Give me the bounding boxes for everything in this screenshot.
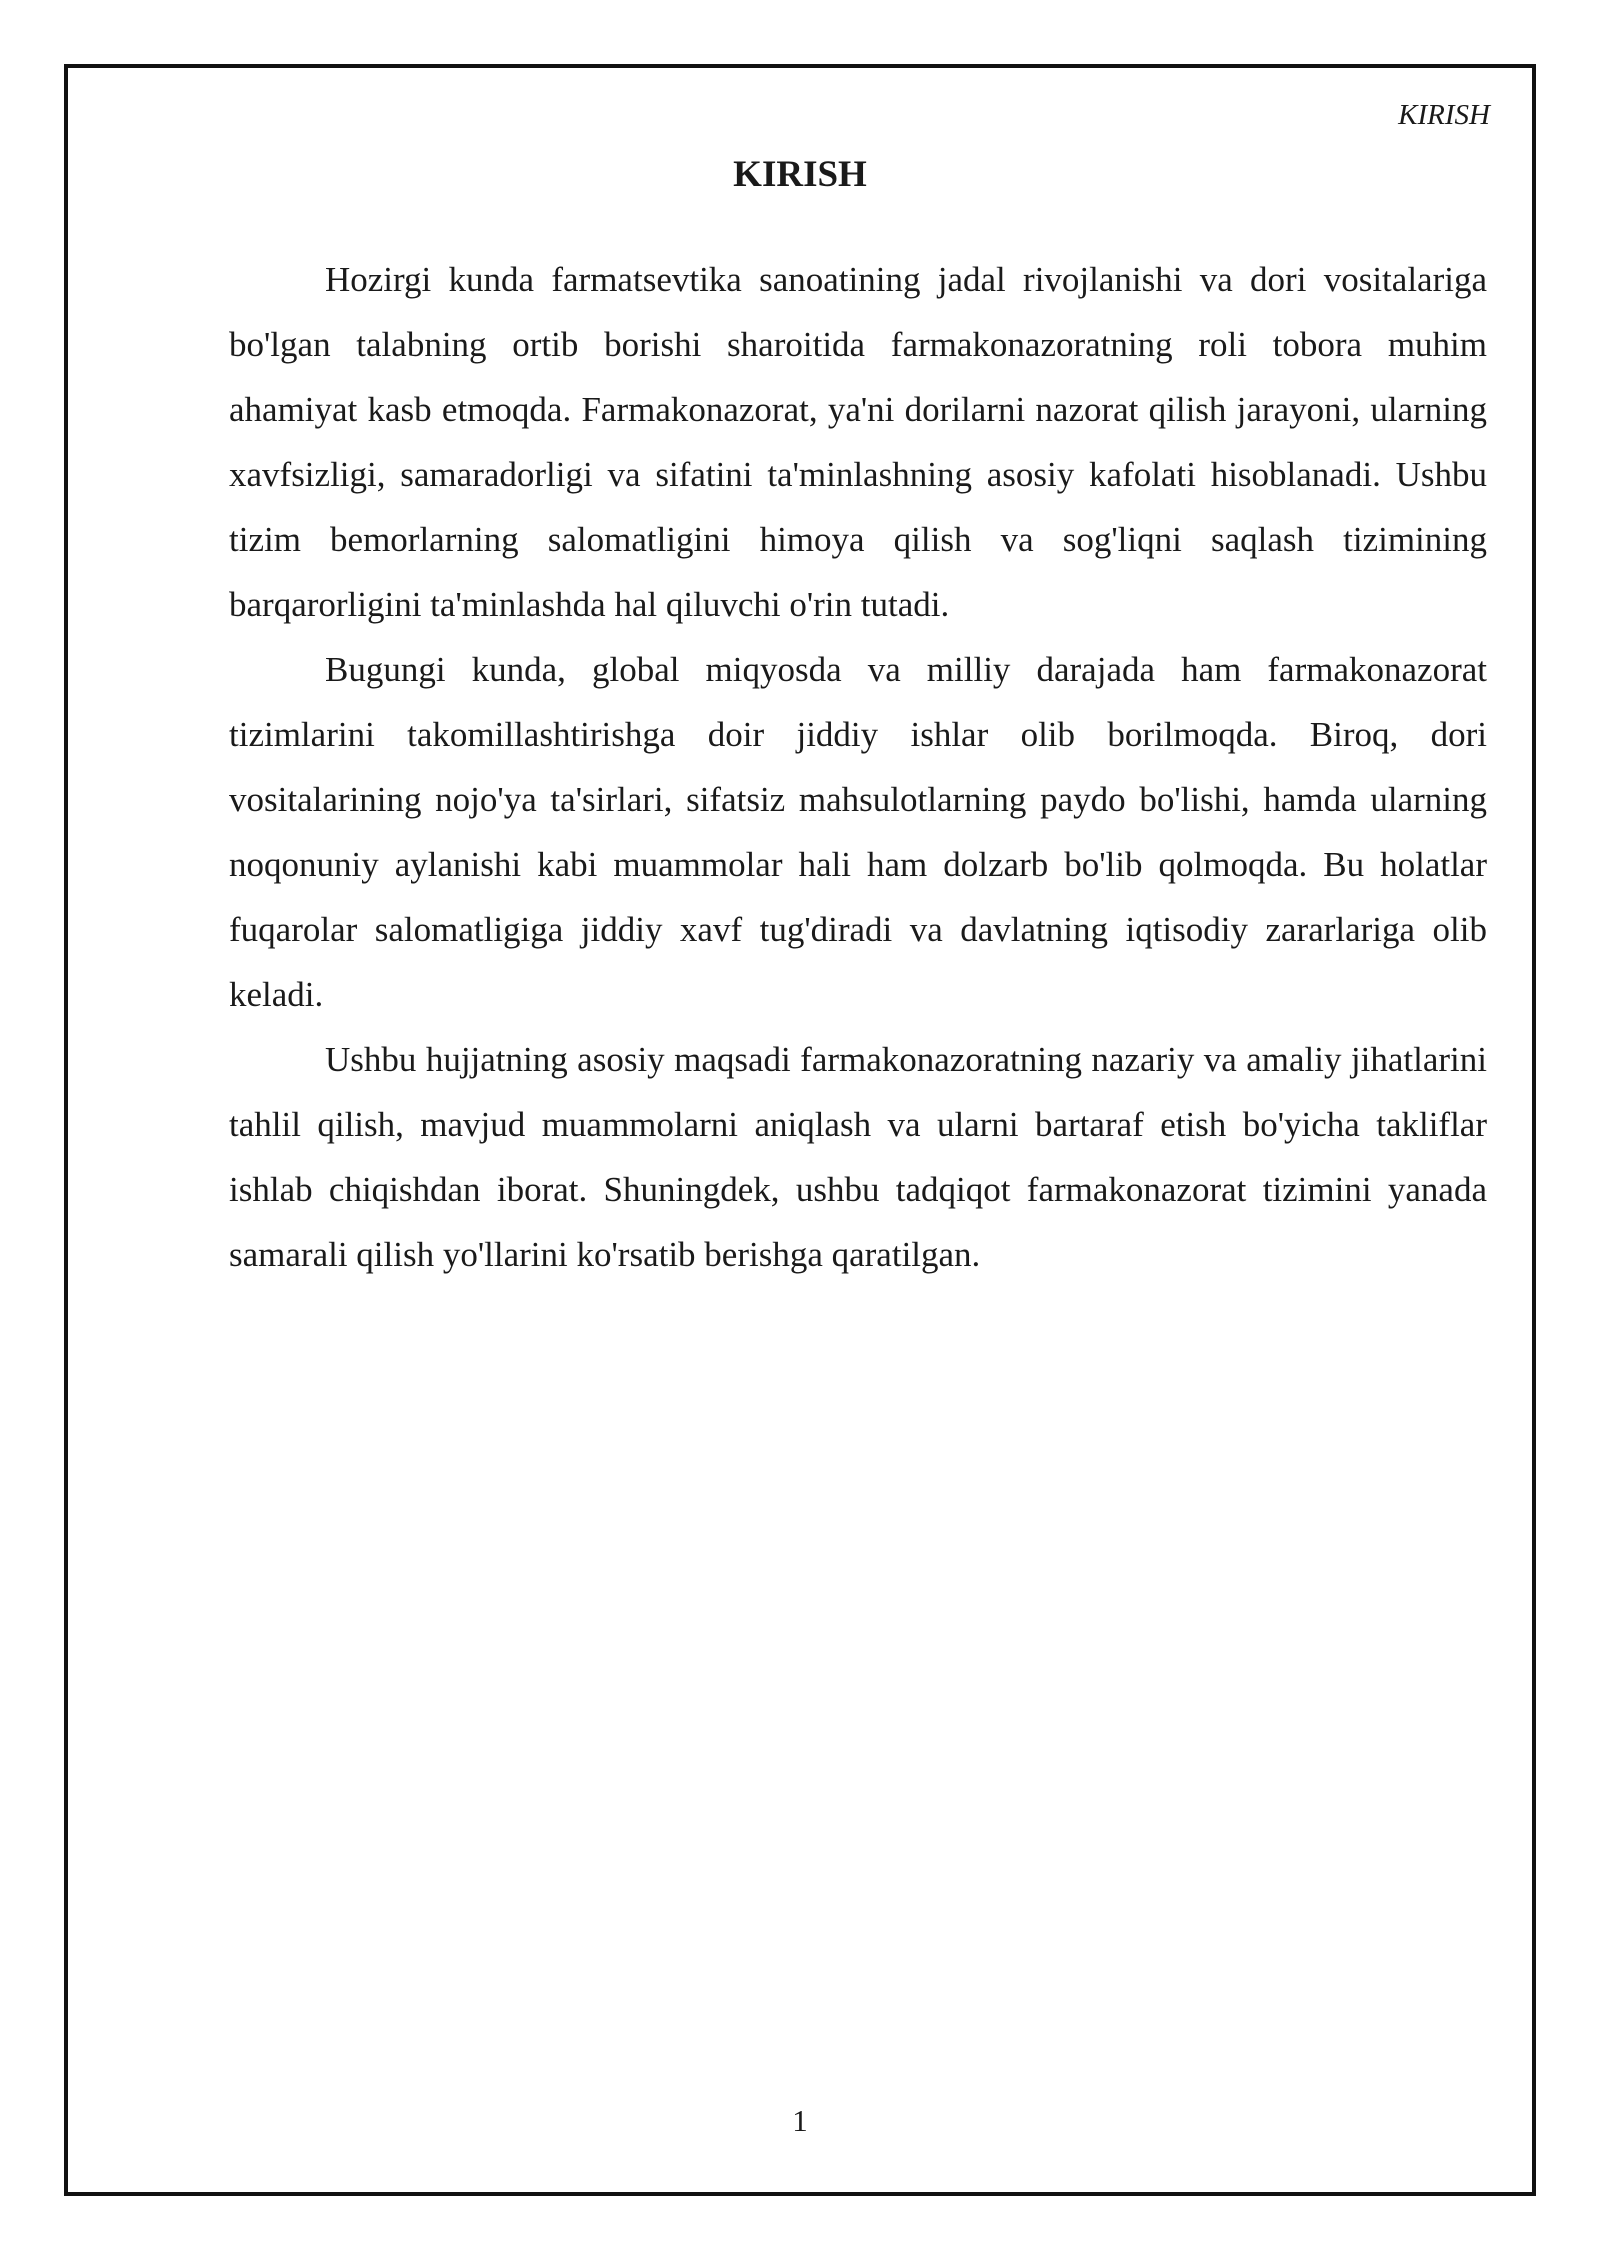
document-body: [229, 247, 1487, 1287]
paragraph: Ushbu hujjatning asosiy maqsadi farmakonazoratning nazariy va amaliy jihatlarini tahlil qilish, mavjud muammolarni aniqlash va ularni bartaraf etish bo'yicha takliflar ishlab chiqishdan iborat. Shuningdek, ushbu tadqiqot farmakonazorat tizimini yanada samarali qilish yo'llarini ko'rsatib berishga qaratilgan.: [229, 1040, 1487, 1274]
document-title: KIRISH: [733, 154, 867, 195]
running-header: KIRISH: [1398, 99, 1490, 131]
paragraph: Hozirgi kunda farmatsevtika sanoatining jadal rivojlanishi va dori vositalariga bo'lgan talabning ortib borishi sharoitida farmakonazoratning roli tobora muhim ahamiyat kasb etmoqda. Farmakonazorat, ya'ni dorilarni nazorat qilish jarayoni, ularning xavfsizligi, samaradorligi va sifatini ta'minlashning asosiy kafolati hisoblanadi. Ushbu tizim bemorlarning salomatligini himoya qilish va sog'liqni saqlash tizimining barqarorligini ta'minlashda hal qiluvchi o'rin tutadi.: [229, 260, 1487, 624]
paragraph: Bugungi kunda, global miqyosda va milliy darajada ham farmakonazorat tizimlarini takomillashtirishga doir jiddiy ishlar olib borilmoqda. Biroq, dori vositalarining nojo'ya ta'sirlari, sifatsiz mahsulotlarning paydo bo'lishi, hamda ularning noqonuniy aylanishi kabi muammolar hali ham dolzarb bo'lib qolmoqda. Bu holatlar fuqarolar salomatligiga jiddiy xavf tug'diradi va davlatning iqtisodiy zararlariga olib keladi.: [229, 650, 1487, 1014]
page-number: 1: [792, 2103, 808, 2138]
